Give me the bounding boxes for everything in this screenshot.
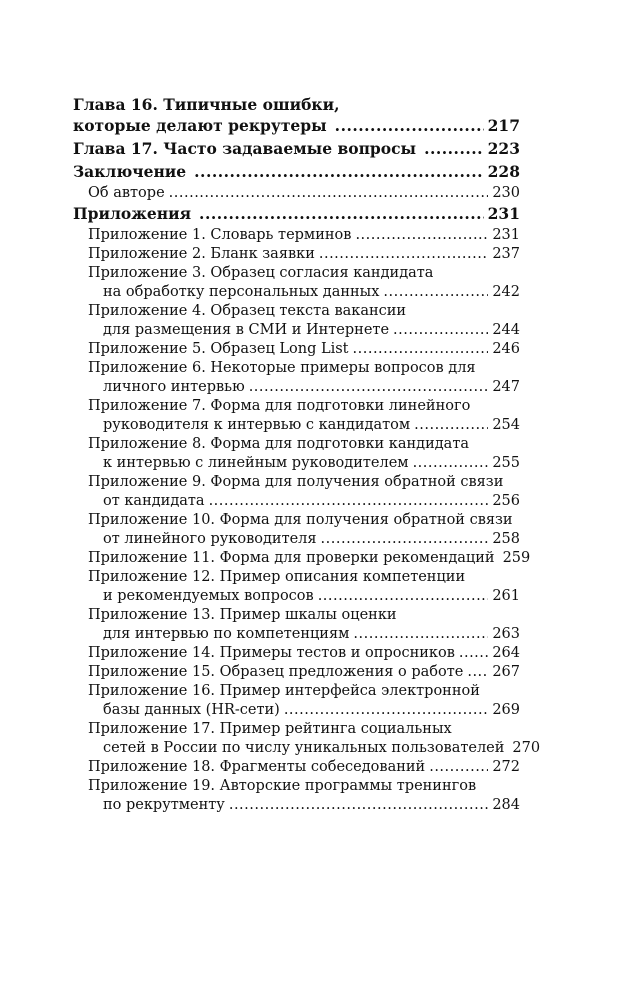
toc-entry-title: Приложение 9. Форма для получения обратной связи	[88, 474, 504, 490]
toc-entry	[73, 245, 520, 264]
toc-entry	[73, 203, 520, 224]
dot-leader	[229, 796, 488, 815]
dot-leader	[355, 226, 488, 245]
toc-page-number: 228	[487, 162, 520, 181]
dot-leader	[393, 321, 488, 340]
toc-entry-title: Приложение 3. Образец согласия кандидата	[88, 265, 434, 281]
toc-entry-title: Глава 16. Типичные ошибки,	[73, 95, 340, 114]
toc-entry	[73, 682, 520, 720]
toc-entry-title: Приложение 5. Образец Long List	[88, 341, 349, 357]
toc-page-number: 267	[492, 664, 520, 680]
toc-entry-line	[88, 796, 520, 815]
toc-page-number: 230	[492, 185, 520, 201]
toc-entry-line	[88, 701, 520, 720]
dot-leader	[249, 378, 489, 397]
toc-entry	[73, 511, 520, 549]
toc-entry-line	[88, 302, 520, 321]
toc-entry-line	[88, 587, 520, 606]
toc-entry-title: и рекомендуемых вопросов	[103, 588, 314, 604]
toc-entry-line	[88, 454, 520, 473]
toc-entry-title: Приложение 6. Некоторые примеры вопросов для	[88, 360, 476, 376]
dot-leader	[353, 340, 489, 359]
toc-entry	[73, 644, 520, 663]
toc-entry-title: Приложение 17. Пример рейтинга социальных	[88, 721, 452, 737]
toc-entry-title: Приложение 7. Форма для подготовки линейного	[88, 398, 471, 414]
toc-page-number: 223	[487, 139, 520, 158]
toc-entry-line	[73, 94, 520, 115]
dot-leader	[459, 644, 488, 663]
toc-entry-title: Приложения	[73, 204, 192, 223]
dot-leader	[353, 625, 488, 644]
toc-page-number: 247	[492, 379, 520, 395]
dot-leader	[199, 203, 484, 224]
toc-entry-line	[88, 283, 520, 302]
toc-page-number: 246	[492, 341, 520, 357]
toc-page-number: 256	[492, 493, 520, 509]
toc-entry	[73, 720, 541, 758]
toc-entry-title: Приложение 16. Пример интерфейса электронной	[88, 683, 480, 699]
toc-entry-title: Приложение 2. Бланк заявки	[88, 246, 315, 262]
toc-entry-line	[88, 226, 520, 245]
toc-entry-line	[88, 625, 520, 644]
toc-entry-line	[88, 184, 520, 203]
toc-entry-line	[88, 720, 520, 739]
toc-page-number: 284	[492, 797, 520, 813]
toc-entry-title: Приложение 14. Примеры тестов и опросников	[88, 645, 455, 661]
toc-entry	[73, 359, 520, 397]
toc-entry-title: для интервью по компетенциям	[103, 626, 350, 642]
toc-page-number: 237	[492, 246, 520, 262]
toc-entry-line	[88, 359, 520, 378]
toc-entry-line	[88, 606, 520, 625]
toc-page-number: 217	[487, 116, 520, 135]
toc-entry	[73, 777, 520, 815]
toc-entry-title: Об авторе	[88, 185, 165, 201]
toc-entry	[73, 226, 520, 245]
toc-page-number: 244	[492, 322, 520, 338]
toc-entry	[73, 340, 520, 359]
toc-entry-title: Приложение 10. Форма для получения обратной связи	[88, 512, 513, 528]
toc-page-number: 272	[492, 759, 520, 775]
toc-entry-line	[88, 682, 520, 701]
toc-entry-line	[88, 435, 520, 454]
toc-page-number: 264	[492, 645, 520, 661]
toc-entry-title: Приложение 4. Образец текста вакансии	[88, 303, 407, 319]
toc-entry-line	[88, 511, 520, 530]
dot-leader	[169, 184, 489, 203]
toc-entry-line	[88, 340, 520, 359]
toc-entry-line	[73, 203, 520, 224]
toc-entry-title: на обработку персональных данных	[103, 284, 380, 300]
toc-page-number: 270	[512, 740, 541, 756]
toc-entry-line	[88, 739, 541, 758]
toc-entry-line	[88, 777, 520, 796]
dot-leader	[414, 416, 488, 435]
dot-leader	[318, 587, 489, 606]
dot-leader	[194, 161, 483, 182]
toc-entry-line	[73, 161, 520, 182]
toc-entry-title: которые делают рекрутеры	[73, 116, 327, 135]
toc-page-number: 263	[492, 626, 520, 642]
toc-entry-line	[88, 492, 520, 511]
toc-entry-title: Заключение	[73, 162, 187, 181]
dot-leader	[413, 454, 489, 473]
toc-entry	[73, 161, 520, 182]
toc-entry-line	[88, 530, 520, 549]
dot-leader	[429, 758, 488, 777]
toc-entry-title: руководителя к интервью с кандидатом	[103, 417, 411, 433]
toc-entry-title: Приложение 13. Пример шкалы оценки	[88, 607, 397, 623]
toc-page-number: 269	[492, 702, 520, 718]
toc-entry	[73, 302, 520, 340]
toc-entry-title: Приложение 18. Фрагменты собеседований	[88, 759, 426, 775]
toc-page-number: 255	[492, 455, 520, 471]
toc-entry-line	[88, 264, 520, 283]
toc-entry-title: Приложение 1. Словарь терминов	[88, 227, 352, 243]
toc-entry-line	[88, 397, 520, 416]
toc-entry-line	[73, 115, 520, 136]
toc-entry	[73, 549, 531, 568]
toc-entry-title: Приложение 12. Пример описания компетенции	[88, 569, 466, 585]
dot-leader	[335, 115, 484, 136]
toc-entry	[73, 94, 520, 136]
toc-entry-title: по рекрутменту	[103, 797, 225, 813]
dot-leader	[383, 283, 488, 302]
toc-page-number: 231	[487, 204, 520, 223]
toc-entry	[73, 264, 520, 302]
toc-entry-title: от кандидата	[103, 493, 205, 509]
toc-entry-title: Приложение 8. Форма для подготовки кандидата	[88, 436, 469, 452]
toc-entry	[73, 663, 520, 682]
toc-page-number: 258	[492, 531, 520, 547]
toc-entry-title: личного интервью	[103, 379, 245, 395]
toc-entry	[73, 435, 520, 473]
toc-entry-title: Приложение 11. Форма для проверки рекомендаций	[88, 550, 495, 566]
dot-leader	[209, 492, 489, 511]
toc-entry	[73, 397, 520, 435]
toc-entry	[73, 138, 520, 159]
toc-entry-line	[88, 568, 520, 587]
toc-entry	[73, 758, 520, 777]
toc-entry	[73, 568, 520, 606]
toc-entry-title: базы данных (HR-сети)	[103, 702, 280, 718]
toc-entry-line	[88, 644, 520, 663]
toc-entry-line	[88, 378, 520, 397]
toc-page-number: 231	[492, 227, 520, 243]
toc-entry-title: для размещения в СМИ и Интернете	[103, 322, 390, 338]
dot-leader	[321, 530, 489, 549]
toc-page-number: 261	[492, 588, 520, 604]
toc-entry	[73, 606, 520, 644]
dot-leader	[319, 245, 488, 264]
toc-entry-title: Приложение 19. Авторские программы тренингов	[88, 778, 477, 794]
toc-page-number: 259	[502, 550, 531, 566]
toc-entry	[73, 184, 520, 203]
toc-entry-title: Глава 17. Часто задаваемые вопросы	[73, 139, 417, 158]
toc-entry-title: Приложение 15. Образец предложения о работе	[88, 664, 464, 680]
table-of-contents	[73, 94, 541, 815]
toc-entry	[73, 473, 520, 511]
toc-entry-line	[88, 321, 520, 340]
toc-entry-title: от линейного руководителя	[103, 531, 317, 547]
toc-entry-title: к интервью с линейным руководителем	[103, 455, 409, 471]
toc-entry-line	[88, 549, 531, 568]
toc-entry-line	[88, 758, 520, 777]
toc-entry-title: сетей в России по числу уникальных пользователей	[103, 740, 505, 756]
dot-leader	[424, 138, 484, 159]
toc-page-number: 242	[492, 284, 520, 300]
dot-leader	[467, 663, 488, 682]
toc-entry-line	[88, 416, 520, 435]
toc-entry-line	[88, 663, 520, 682]
toc-entry-line	[88, 245, 520, 264]
toc-entry-line	[73, 138, 520, 159]
toc-page-number: 254	[492, 417, 520, 433]
dot-leader	[284, 701, 488, 720]
toc-entry-line	[88, 473, 520, 492]
